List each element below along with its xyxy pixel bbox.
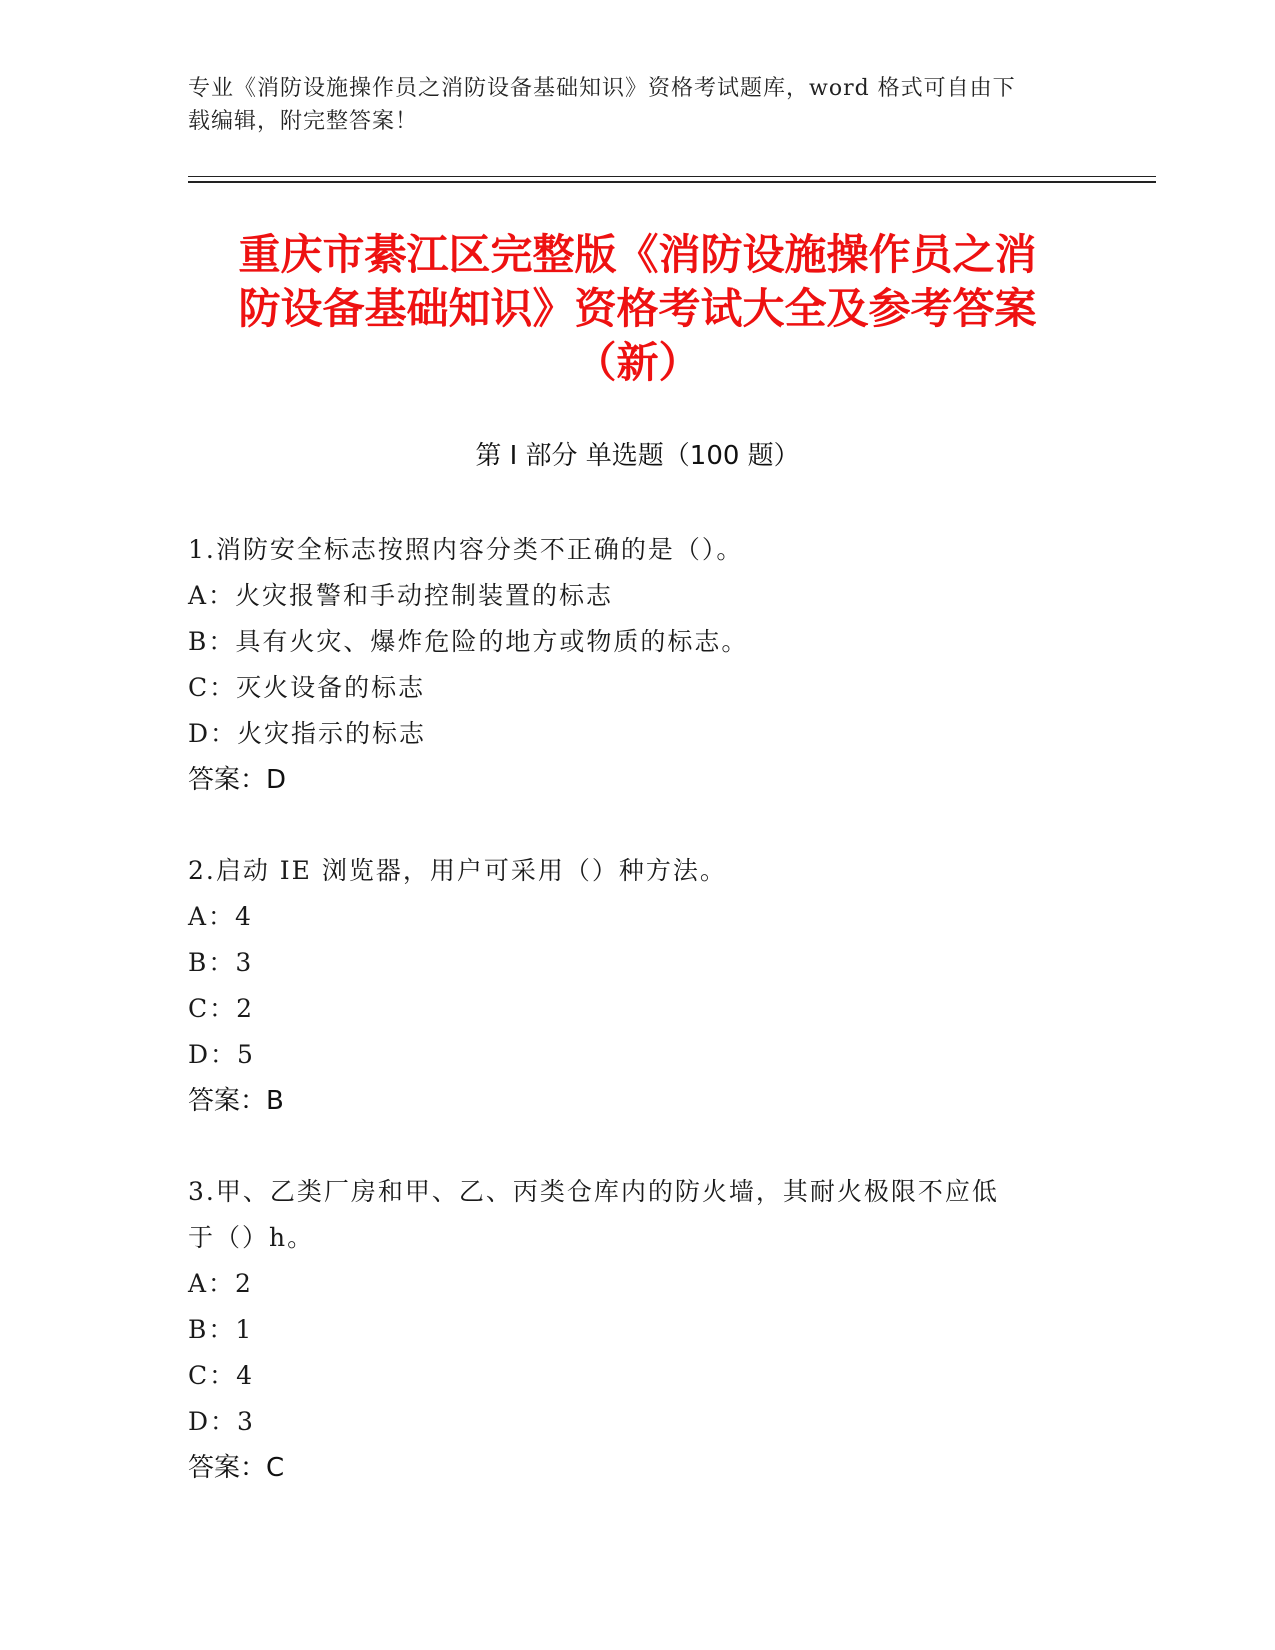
header-divider-thick [188,181,1156,183]
document-title-line-1: 重庆市綦江区完整版《消防设施操作员之消 [238,230,1037,279]
question-1 [188,527,1088,803]
question-2 [188,848,1088,1124]
document-title-line-2: 防设备基础知识》资格考试大全及参考答案 [238,284,1037,333]
option-b: B：1 [188,1315,254,1344]
option-b: B：具有火灾、爆炸危险的地方或物质的标志。 [188,627,749,656]
question-stem-line-2: 于（）h。 [188,1223,315,1252]
question-stem-line-1: 3.甲、乙类厂房和甲、乙、丙类仓库内的防火墙，其耐火极限不应低 [188,1177,999,1206]
header-note-line-2: 载编辑，附完整答案！ [188,109,419,134]
question-stem: 1.消防安全标志按照内容分类不正确的是（）。 [188,535,744,564]
option-d: D：火灾指示的标志 [188,719,427,748]
section-heading: 第 I 部分 单选题（100 题） [475,441,800,471]
question-stem: 2.启动 IE 浏览器，用户可采用（）种方法。 [188,856,727,885]
document-title [150,228,1125,390]
header-note-line-1: 专业《消防设施操作员之消防设备基础知识》资格考试题库，word 格式可自由下 [188,76,1016,101]
answer: 答案：D [188,765,287,795]
question-3 [188,1169,1088,1491]
document-title-line-3: （新） [574,338,701,387]
answer: 答案：C [188,1453,285,1483]
question-list [188,527,1088,1536]
option-a: A：火灾报警和手动控制装置的标志 [188,581,614,610]
option-d: D：5 [188,1040,255,1069]
option-b: B：3 [188,948,254,977]
option-a: A：4 [188,902,253,931]
option-a: A：2 [188,1269,253,1298]
option-c: C：2 [188,994,255,1023]
header-divider-thin [188,176,1156,177]
option-c: C：灭火设备的标志 [188,673,426,702]
option-d: D：3 [188,1407,255,1436]
header-note [188,72,1068,138]
option-c: C：4 [188,1361,255,1390]
answer: 答案：B [188,1086,284,1116]
